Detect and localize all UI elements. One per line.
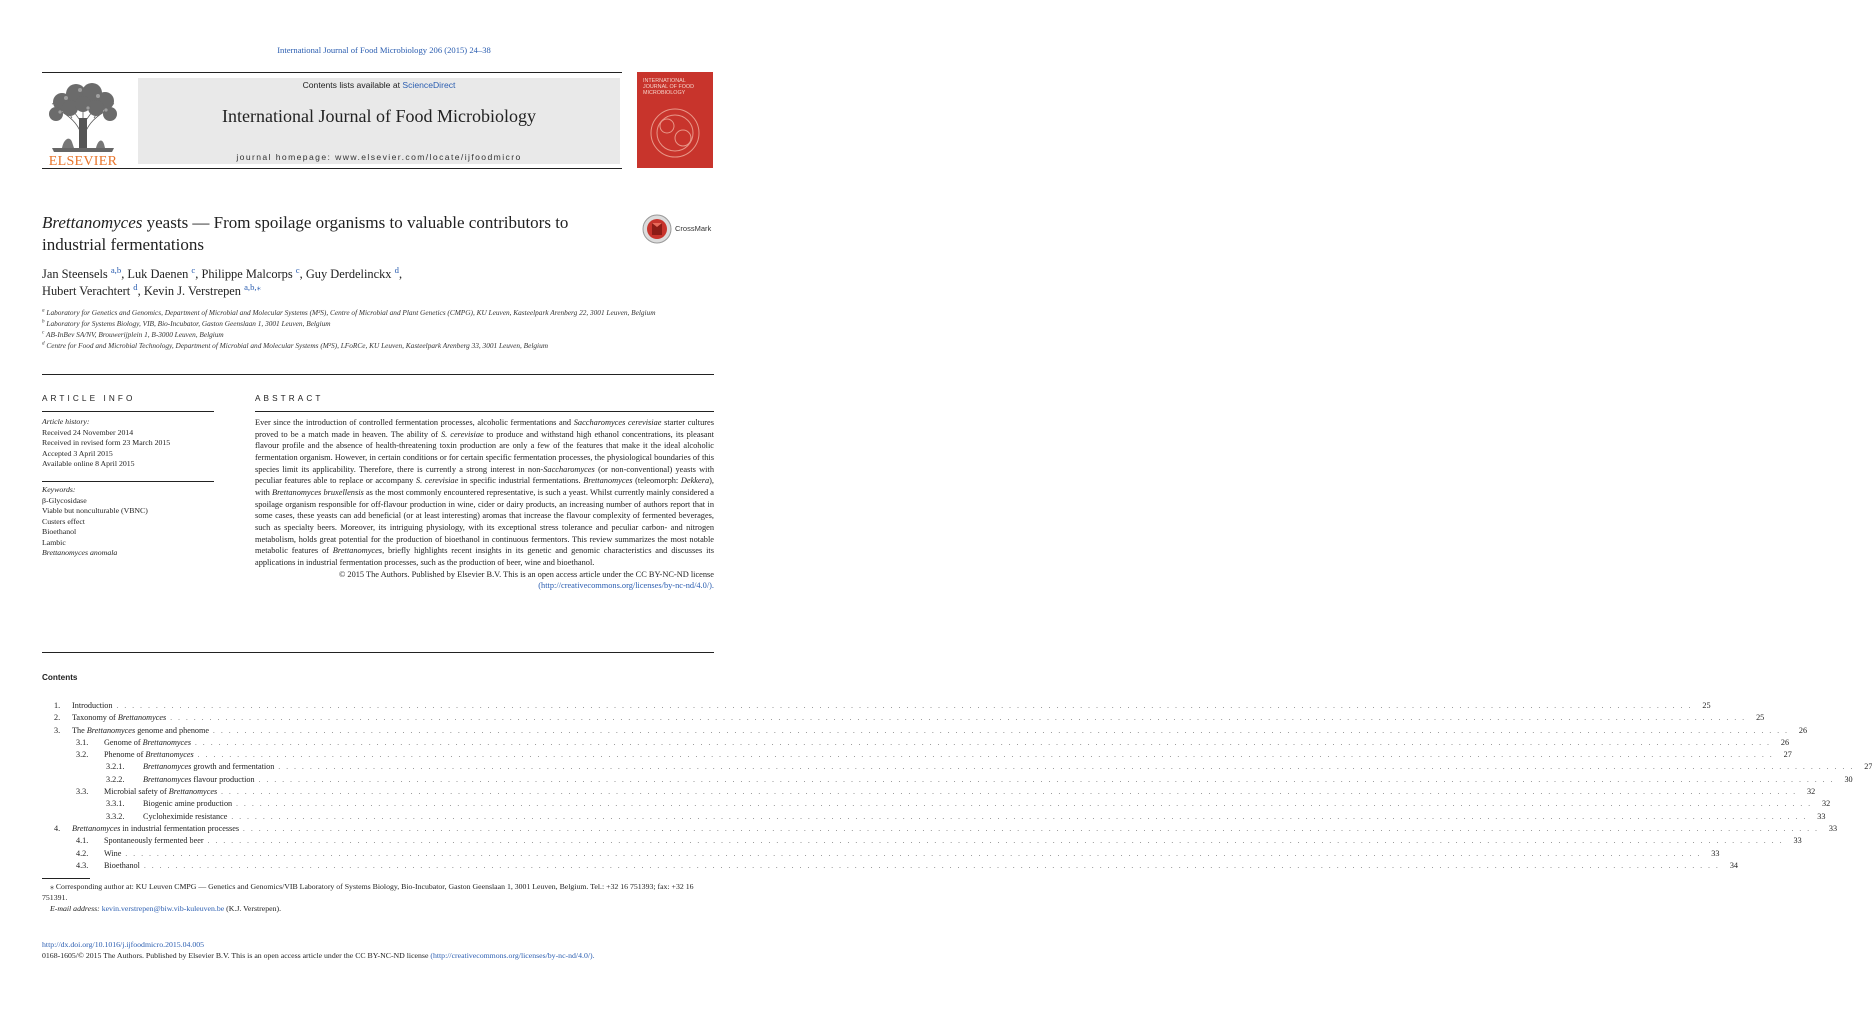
toc-label-part: Taxonomy of (72, 713, 118, 723)
article-history (42, 417, 222, 470)
keyword: Custers effect (42, 516, 85, 526)
toc-number: 3.2.1. (106, 762, 125, 772)
toc-label-part: Wine (104, 848, 122, 858)
table-of-contents (42, 700, 1872, 872)
toc-label-part: in industrial fermentation processes (120, 823, 240, 833)
affiliation-key: c (42, 329, 45, 336)
toc-label (104, 749, 198, 761)
toc-label (143, 761, 278, 773)
homepage-url[interactable]: www.elsevier.com/locate/ijfoodmicro (335, 152, 522, 162)
toc-page-number: 25 (1756, 713, 1765, 723)
toc-entry[interactable] (42, 700, 1711, 712)
affiliation-b (42, 318, 714, 329)
abstract-italic: Brettanomyces bruxellensis (272, 487, 364, 497)
toc-label-part: Brettanomyces (117, 713, 167, 723)
toc-entry[interactable] (42, 749, 1792, 761)
contents-heading: Contents (42, 673, 78, 682)
toc-number: 3. (54, 725, 61, 735)
toc-number: 3.1. (76, 737, 89, 747)
toc-label-part: Cycloheximide resistance (143, 811, 228, 821)
toc-label (104, 835, 208, 847)
toc-page-number: 33 (1828, 823, 1838, 833)
abstract-run: Ever since the introduction of controlled fermentation processes, alcoholic fermentations and (255, 418, 572, 427)
toc-entry[interactable] (42, 737, 1790, 749)
toc-entry[interactable] (42, 848, 1720, 860)
journal-banner (42, 72, 714, 170)
author-name: Kevin J. Verstrepen (143, 284, 241, 298)
footnote-rule (42, 878, 90, 879)
toc-leader-dots: . . . . . . . . . . . . . . . . . . . . . . . . . . . . . . . . . . . . . . . . . . . . . . . . . . . . . . . . . . . . . . . . . . . . . . . . . . . . . . . . . . . . . . . . . . . . . . . . . . . . . . . . . . . . . . . . . . . . . . . . . . . . . . . . . . . . . . . . . . . . . . . . . . . . . . . . . . . . . . . . . . . . . . . . . . . . . . . . . . . . . . . . . . . . . . . . . . . . . . . . (236, 800, 1813, 809)
toc-label-part: Brettanomyces (145, 750, 194, 760)
toc-entry[interactable] (42, 835, 1802, 847)
toc-leader-dots: . . . . . . . . . . . . . . . . . . . . . . . . . . . . . . . . . . . . . . . . . . . . . . . . . . . . . . . . . . . . . . . . . . . . . . . . . . . . . . . . . . . . . . . . . . . . . . . . . . . . . . . . . . . . . . . . . . . . . . . . . . . . . . . . . . . . . . . . . . . . . . . . . . . . . . . . . . . . . . . . . . . . . . . . . . . . . . . . . . . . . . . . . . . . . . . . . . . . . . . . (213, 726, 1790, 735)
affiliation-text: Laboratory for Systems Biology, VIB, Bio-Incubator, Gaston Geenslaan 1, 3001 Leuven, Belgium (46, 319, 331, 328)
affiliation-key: a (42, 307, 45, 314)
article-title (42, 212, 622, 256)
toc-label-part: Biogenic amine production (143, 799, 233, 809)
issn-text: 0168-1605/© 2015 The Authors. Published by Elsevier B.V. This is an open access article under the CC BY-NC-ND license (42, 951, 429, 960)
toc-page-number: 27 (1783, 750, 1792, 760)
toc-label (143, 774, 259, 786)
history-label: Article history: (42, 417, 90, 426)
toc-page-number: 34 (1729, 860, 1738, 870)
crossmark-icon (642, 214, 672, 244)
abstract-italic: S. cerevisiae (415, 476, 459, 486)
author-1[interactable] (42, 264, 122, 281)
affiliation-c (42, 329, 714, 340)
journal-title: International Journal of Food Microbiology (222, 106, 536, 126)
toc-page-number: 30 (1844, 774, 1853, 784)
affiliation-text: Centre for Food and Microbial Technology, Department of Microbial and Molecular Systems (M²S), LFoRCe, KU Leuven, Kasteelpark Arenberg 33, 3001 Leuven, Belgium (46, 341, 549, 350)
corresponding-author-text: ⁎ Corresponding author at: KU Leuven CMPG — Genetics and Genomics/VIB Laboratory of Systems Biology, Bio-Incubator, Gaston Geenslaan 1, 3001 Leuven, Belgium. Tel.: +32 16 751393; fax: +32 16 751391. (42, 882, 694, 902)
abstract-italic: Saccharomyces (543, 464, 595, 474)
toc-leader-dots: . . . . . . . . . . . . . . . . . . . . . . . . . . . . . . . . . . . . . . . . . . . . . . . . . . . . . . . . . . . . . . . . . . . . . . . . . . . . . . . . . . . . . . . . . . . . . . . . . . . . . . . . . . . . . . . . . . . . . . . . . . . . . . . . . . . . . . . . . . . . . . . . . . . . . . . . . . . . . . . . . . . . . . . . . . . . . . . . . . . . . . . . . . . . . . . . . . . . . . . . (231, 812, 1808, 821)
abstract-run: , briefly highlights recent insights in its genetic and genomic characteristics and discusses its applications in industrial fermentation processes, such as the production of beer, wine and bioethanol. (255, 546, 714, 567)
keywords-label: Keywords: (42, 485, 76, 494)
author-6[interactable] (143, 281, 261, 298)
author-affil-mark[interactable]: a,b,⁎ (244, 281, 261, 292)
toc-entry[interactable] (42, 811, 1826, 823)
affiliations (42, 307, 714, 351)
affiliation-key: d (42, 340, 45, 347)
homepage-label: journal homepage: (236, 152, 336, 162)
toc-entry[interactable] (42, 712, 1765, 724)
toc-label (104, 786, 221, 798)
author-affil-mark[interactable]: d (133, 281, 138, 292)
sciencedirect-link[interactable]: ScienceDirect (402, 80, 456, 90)
contents-available-text: Contents lists available at (302, 80, 403, 90)
crossmark-label: CrossMark (675, 224, 712, 233)
abstract-run: in specific industrial fermentations. (460, 476, 581, 486)
toc-page-number: 26 (1780, 737, 1790, 747)
doi-link[interactable]: http://dx.doi.org/10.1016/j.ijfoodmicro.2015.04.005 (42, 940, 205, 949)
abstract-run: ), with (255, 476, 714, 497)
article-info-heading: ARTICLE INFO (42, 394, 136, 403)
toc-page-number: 26 (1798, 725, 1808, 735)
author-name: Guy Derdelinckx (305, 267, 392, 281)
abstract-text (255, 417, 714, 592)
abstract-italic: Dekkera (680, 476, 710, 486)
toc-leader-dots: . . . . . . . . . . . . . . . . . . . . . . . . . . . . . . . . . . . . . . . . . . . . . . . . . . . . . . . . . . . . . . . . . . . . . . . . . . . . . . . . . . . . . . . . . . . . . . . . . . . . . . . . . . . . . . . . . . . . . . . . . . . . . . . . . . . . . . . . . . . . . . . . . . . . . . . . . . . . . . . . . . . . . . . . . . . . . . . . . . . . . . . . . . . . . . . . . . . . . . . . (143, 861, 1720, 870)
author-affil-mark[interactable]: d (394, 264, 399, 275)
toc-entry[interactable] (42, 860, 1738, 872)
email-link[interactable]: kevin.verstrepen@biw.vib-kuleuven.be (101, 903, 225, 913)
affiliation-key: b (42, 318, 45, 325)
email-label: E-mail address: (50, 903, 100, 913)
toc-label (143, 798, 236, 810)
keyword: Lambic (42, 537, 66, 547)
keyword: Bioethanol (42, 527, 77, 536)
history-received: Received 24 November 2014 (42, 427, 134, 437)
toc-number: 3.3.2. (106, 811, 125, 821)
email-line (42, 904, 714, 915)
abstract-run: (or non-conventional) yeasts with peculiar features able to replace or accompany (255, 464, 714, 486)
toc-entry[interactable] (42, 823, 1838, 835)
toc-page-number: 33 (1711, 848, 1720, 858)
contents-available-line (138, 80, 620, 90)
bottom-license-link[interactable]: (http://creativecommons.org/licenses/by-nc-nd/4.0/). (430, 951, 595, 960)
keyword: Viable but nonculturable (VBNC) (42, 506, 148, 515)
toc-label-part: Spontaneously fermented beer (104, 836, 204, 846)
toc-label (104, 860, 144, 872)
toc-leader-dots: . . . . . . . . . . . . . . . . . . . . . . . . . . . . . . . . . . . . . . . . . . . . . . . . . . . . . . . . . . . . . . . . . . . . . . . . . . . . . . . . . . . . . . . . . . . . . . . . . . . . . . . . . . . . . . . . . . . . . . . . . . . . . . . . . . . . . . . . . . . . . . . . . . . . . . . . . . . . . . . . . . . . . . . . . . . . . . . . . . . . . . . . . . . . . . . . . . . . . . . . (195, 738, 1772, 747)
toc-number: 2. (54, 713, 61, 723)
toc-page-number: 32 (1822, 799, 1831, 809)
abstract-italic: Brettanomyces (332, 546, 383, 556)
toc-number: 3.2. (76, 750, 89, 760)
affiliation-text: Laboratory for Genetics and Genomics, Department of Microbial and Molecular Systems (M²S), Centre of Microbial and Plant Genetics (CMPG), KU Leuven, Kasteelpark Arenberg 22, 3001 Leuven, Belgium (46, 308, 656, 317)
author-5[interactable] (42, 281, 138, 298)
history-revised: Received in revised form 23 March 2015 (42, 438, 171, 447)
journal-citation[interactable]: International Journal of Food Microbiology 206 (2015) 24–38 (277, 45, 491, 55)
journal-cover-image (637, 72, 713, 168)
abstract-italic: Saccharomyces cerevisiae (573, 418, 662, 427)
elsevier-logo (42, 78, 124, 170)
toc-label-part: Brettanomyces (72, 823, 121, 833)
toc-entry[interactable] (42, 774, 1853, 786)
toc-label-part: Microbial safety of (104, 787, 169, 797)
toc-leader-dots: . . . . . . . . . . . . . . . . . . . . . . . . . . . . . . . . . . . . . . . . . . . . . . . . . . . . . . . . . . . . . . . . . . . . . . . . . . . . . . . . . . . . . . . . . . . . . . . . . . . . . . . . . . . . . . . . . . . . . . . . . . . . . . . . . . . . . . . . . . . . . . . . . . . . . . . . . . . . . . . . . . . . . . . . . . . . . . . . . . . . . . . . . . . . . . . . . . . . . . . . (207, 837, 1784, 846)
author-affil-mark[interactable]: c (191, 264, 196, 275)
abstract-copyright (255, 569, 714, 592)
journal-homepage-line (138, 152, 620, 162)
toc-leader-dots: . . . . . . . . . . . . . . . . . . . . . . . . . . . . . . . . . . . . . . . . . . . . . . . . . . . . . . . . . . . . . . . . . . . . . . . . . . . . . . . . . . . . . . . . . . . . . . . . . . . . . . . . . . . . . . . . . . . . . . . . . . . . . . . . . . . . . . . . . . . . . . . . . . . . . . . . . . . . . . . . . . . . . . . . . . . . . . . . . . . . . . . . . . . . . . . . . . . . . . . . (197, 751, 1774, 760)
toc-page-number: 25 (1702, 701, 1711, 710)
toc-label (72, 700, 116, 712)
abstract-run: to produce and withstand high ethanol concentrations, its pleasant flavour profile and the absence of health-threatening toxin production are only a few of the features that make it the ideal alcoholic fermentation organism. However, in certain conditions or for certain specific fermentation processes, the physiological boundaries of this species limit its applicability. Therefore, there is currently a strong interest in non- (255, 429, 714, 474)
copyright-text: © 2015 The Authors. Published by Elsevier B.V. This is an open access article under the CC BY-NC-ND license (338, 569, 714, 579)
toc-label-part: genome and phenome (135, 725, 210, 735)
toc-label (72, 823, 243, 835)
toc-page-number: 27 (1864, 762, 1872, 772)
abstract-run: starter cultures proved to be a match made in heaven. The ability of (255, 418, 715, 439)
issn-license-line (42, 950, 714, 961)
author-name: Jan Steensels (42, 267, 108, 281)
toc-number: 3.3. (76, 787, 89, 797)
cover-title: INTERNATIONAL JOURNAL OF FOOD MICROBIOLOGY (643, 78, 695, 96)
toc-page-number: 33 (1793, 836, 1802, 846)
toc-entry[interactable] (42, 798, 1831, 810)
toc-entry[interactable] (42, 761, 1872, 773)
abstract-run: as the most commonly encountered representative, is such a yeast. Whilst currently mainly considered a spoilage organism responsible for off-flavour production in wine, cider or dairy products, an increasing number of authors report that in some cases, these yeasts can add beneficial (or at least interesting) aromas that increase the flavour complexity of fermented beverages, such as specialty beers. Moreover, its intriguing physiology, with its exceptional stress tolerance and peculiar carbon- and nitrogen metabolism, holds great potential for the production of bioethanol in continuous fermentors. This review summarizes the most notable metabolic features of (255, 487, 714, 556)
toc-label-part: Genome of (104, 737, 143, 747)
toc-number: 3.3.1. (106, 799, 125, 809)
abstract-run: (teleomorph: (635, 476, 679, 486)
author-3[interactable] (201, 264, 300, 281)
toc-leader-dots: . . . . . . . . . . . . . . . . . . . . . . . . . . . . . . . . . . . . . . . . . . . . . . . . . . . . . . . . . . . . . . . . . . . . . . . . . . . . . . . . . . . . . . . . . . . . . . . . . . . . . . . . . . . . . . . . . . . . . . . . . . . . . . . . . . . . . . . . . . . . . . . . . . . . . . . . . . . . . . . . . . . . . . . . . . . . . . . . . . . . . . . . . . . . . . . . . . . . . . . . (221, 788, 1798, 797)
abstract-italic: S. cerevisiae (440, 429, 484, 439)
affiliation-text: AB-InBev SA/NV, Brouwerijplein 1, B-3000 Leuven, Belgium (45, 330, 224, 339)
abstract-heading: ABSTRACT (255, 394, 324, 403)
toc-page-number: 33 (1817, 811, 1826, 821)
email-suffix: (K.J. Verstrepen). (226, 903, 282, 913)
affiliation-a (42, 307, 714, 318)
banner-top-rule (42, 72, 622, 73)
toc-label-part: Brettanomyces (143, 762, 192, 772)
toc-number: 4. (54, 823, 61, 833)
toc-label (72, 725, 213, 737)
toc-entry[interactable] (42, 786, 1816, 798)
publisher-wordmark: ELSEVIER (48, 154, 118, 169)
toc-leader-dots: . . . . . . . . . . . . . . . . . . . . . . . . . . . . . . . . . . . . . . . . . . . . . . . . . . . . . . . . . . . . . . . . . . . . . . . . . . . . . . . . . . . . . . . . . . . . . . . . . . . . . . . . . . . . . . . . . . . . . . . . . . . . . . . . . . . . . . . . . . . . . . . . . . . . . . . . . . . . . . . . . . . . . . . . . . . . . . . . . . . . . . . . . . . . . . . . . . . . . . . . (116, 702, 1693, 710)
author-2[interactable] (127, 264, 196, 281)
toc-label (104, 848, 125, 860)
corresponding-author-footnote (42, 882, 714, 914)
toc-label-part: flavour production (191, 774, 255, 784)
article-doi-block (42, 939, 714, 961)
toc-leader-dots: . . . . . . . . . . . . . . . . . . . . . . . . . . . . . . . . . . . . . . . . . . . . . . . . . . . . . . . . . . . . . . . . . . . . . . . . . . . . . . . . . . . . . . . . . . . . . . . . . . . . . . . . . . . . . . . . . . . . . . . . . . . . . . . . . . . . . . . . . . . . . . . . . . . . . . . . . . . . . . . . . . . . . . . . . . . . . . . . . . . . . . . . . . . . . . . . . . . . . . . . (170, 714, 1747, 723)
license-link[interactable]: (http://creativecommons.org/licenses/by-nc-nd/4.0/). (538, 581, 714, 591)
author-name: Luk Daenen (127, 267, 189, 281)
toc-label (104, 737, 195, 749)
abstract-italic: Brettanomyces (583, 476, 633, 486)
toc-label-part: Brettanomyces (168, 787, 218, 797)
history-online: Available online 8 April 2015 (42, 459, 135, 468)
toc-leader-dots: . . . . . . . . . . . . . . . . . . . . . . . . . . . . . . . . . . . . . . . . . . . . . . . . . . . . . . . . . . . . . . . . . . . . . . . . . . . . . . . . . . . . . . . . . . . . . . . . . . . . . . . . . . . . . . . . . . . . . . . . . . . . . . . . . . . . . . . . . . . . . . . . . . . . . . . . . . . . . . . . . . . . . . . . . . . . . . . . . . . . . . . . . . . . . . . . . . . . . . . . (243, 824, 1820, 833)
toc-page-number: 32 (1807, 787, 1816, 797)
toc-number: 4.2. (76, 848, 89, 858)
keyword: Brettanomyces anomala (42, 548, 118, 557)
keywords-rule (42, 481, 214, 482)
toc-number: 1. (54, 701, 61, 710)
toc-number: 4.3. (76, 860, 89, 870)
toc-number: 4.1. (76, 836, 89, 846)
toc-leader-dots: . . . . . . . . . . . . . . . . . . . . . . . . . . . . . . . . . . . . . . . . . . . . . . . . . . . . . . . . . . . . . . . . . . . . . . . . . . . . . . . . . . . . . . . . . . . . . . . . . . . . . . . . . . . . . . . . . . . . . . . . . . . . . . . . . . . . . . . . . . . . . . . . . . . . . . . . . . . . . . . . . . . . . . . . . . . . . . . . . . . . . . . . . . . . . . . . . . . . . . . . (125, 849, 1702, 858)
author-name: Philippe Malcorps (201, 267, 293, 281)
contents-divider (42, 652, 714, 653)
toc-entry[interactable] (42, 725, 1808, 737)
toc-label-part: Bioethanol (104, 860, 140, 870)
toc-leader-dots: . . . . . . . . . . . . . . . . . . . . . . . . . . . . . . . . . . . . . . . . . . . . . . . . . . . . . . . . . . . . . . . . . . . . . . . . . . . . . . . . . . . . . . . . . . . . . . . . . . . . . . . . . . . . . . . . . . . . . . . . . . . . . . . . . . . . . . . . . . . . . . . . . . . . . . . . . . . . . . . . . . . . . . . . . . . . . . . . . . . . . . . . . . . . . . . . . . . . . . . . (258, 775, 1835, 784)
toc-label-part: growth and fermentation (191, 762, 275, 772)
keyword: β-Glycosidase (42, 495, 87, 505)
author-affil-mark[interactable]: a,b (110, 264, 122, 275)
crossmark-badge[interactable] (642, 214, 714, 246)
article-title-genus: Brettanomyces (42, 213, 143, 232)
toc-label (143, 811, 231, 823)
keywords (42, 485, 222, 559)
banner-bottom-rule (42, 168, 622, 169)
toc-label (72, 712, 170, 724)
toc-leader-dots: . . . . . . . . . . . . . . . . . . . . . . . . . . . . . . . . . . . . . . . . . . . . . . . . . . . . . . . . . . . . . . . . . . . . . . . . . . . . . . . . . . . . . . . . . . . . . . . . . . . . . . . . . . . . . . . . . . . . . . . . . . . . . . . . . . . . . . . . . . . . . . . . . . . . . . . . . . . . . . . . . . . . . . . . . . . . . . . . . . . . . . . . . . . . . . . . . . . . . . . . (278, 763, 1855, 772)
section-divider (42, 374, 714, 375)
author-list: Jan Steensels $^{a,b}$, Luk Daenen $^c$, Philippe Malcorps $^c$, Guy Derdelinckx $^d$, Hubert Verachtert $^d$, Kevin J. Verstrepen $^{a,b,⁎}$ (42, 264, 403, 298)
article-info-rule (42, 411, 214, 412)
toc-number: 3.2.2. (106, 774, 125, 784)
abstract-rule (255, 411, 714, 412)
article-title-rest: yeasts — From spoilage organisms to valuable contributors to industrial fermentations (42, 213, 569, 254)
toc-label-part: The (72, 725, 87, 735)
author-affil-mark[interactable]: c (295, 264, 300, 275)
toc-label-part: Introduction (72, 701, 113, 710)
toc-label-part: Brettanomyces (143, 774, 192, 784)
toc-label-part: Phenome of (104, 750, 146, 760)
history-accepted: Accepted 3 April 2015 (42, 448, 113, 458)
author-name: Hubert Verachtert (42, 284, 131, 298)
toc-label-part: Brettanomyces (142, 737, 192, 747)
banner-center (138, 78, 620, 164)
affiliation-d (42, 340, 714, 351)
author-4[interactable] (305, 264, 399, 281)
toc-label-part: Brettanomyces (86, 725, 136, 735)
